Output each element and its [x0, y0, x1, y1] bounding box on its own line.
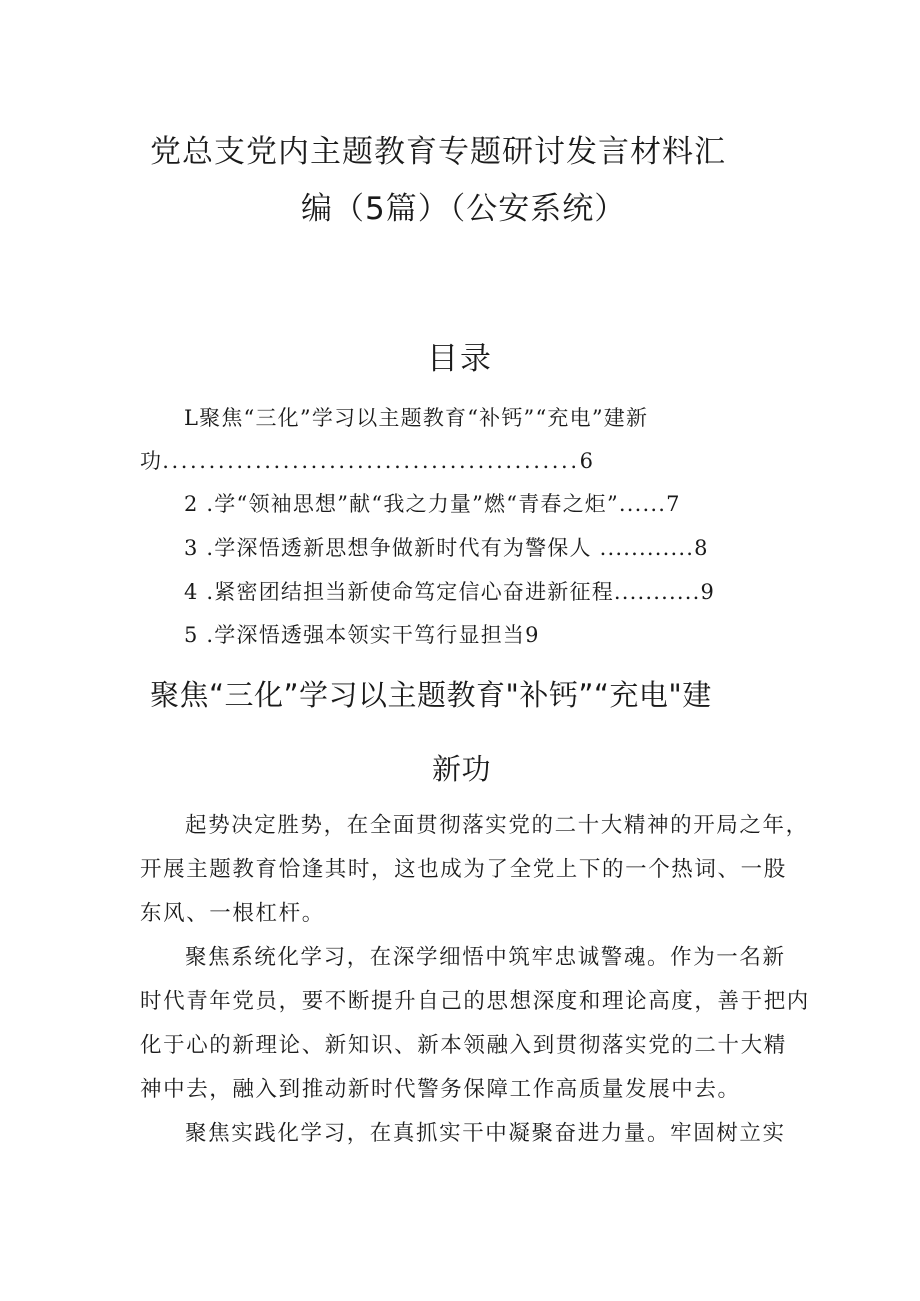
toc-item-5[interactable]: 5 .学深悟透强本领实干笃行显担当9: [184, 623, 540, 647]
toc-item-3-text: 3 .学深悟透新思想争做新时代有为警保人 ............: [184, 536, 695, 560]
body-line: 聚焦系统化学习，在深学细悟中筑牢忠诚警魂。作为一名新: [185, 945, 786, 970]
toc-item-3[interactable]: [184, 532, 709, 562]
toc-item-2[interactable]: 2 .学“领袖思想”献“我之力量”燃“青春之炬”......7: [184, 492, 681, 516]
body-line: 起势决定胜势，在全面贯彻落实党的二十大精神的开局之年，: [185, 813, 809, 838]
toc-page-number: 6: [579, 449, 595, 473]
document-title-line-1: 党总支党内主题教育专题研讨发言材料汇: [150, 134, 726, 170]
toc-page-number: 8: [694, 536, 709, 560]
body-line: 东风、一根杠杆。: [140, 901, 325, 926]
toc-item-4[interactable]: [184, 576, 715, 606]
toc-item-1-line-2[interactable]: [140, 445, 594, 475]
body-line: 时代青年党员，要不断提升自己的思想深度和理论高度，善于把内: [140, 989, 810, 1014]
toc-heading: 目录: [427, 341, 493, 377]
toc-page-number: 9: [700, 580, 716, 604]
body-line: 开展主题教育恰逢其时，这也成为了全党上下的一个热词、一股: [140, 857, 787, 882]
body-line: 神中去，融入到推动新时代警务保障工作高质量发展中去。: [140, 1077, 741, 1102]
toc-item-4-text: 4 .紧密团结担当新使命笃定信心奋进新征程...........: [184, 580, 701, 604]
toc-item-1-line-1[interactable]: L聚焦“三化”学习以主题教育“补钙”“充电”建新: [184, 406, 649, 430]
toc-item-1-text: 功: [140, 449, 163, 473]
body-line: 化于心的新理论、新知识、新本领融入到贯彻落实党的二十大精: [140, 1033, 787, 1058]
section-title-line-2: 新功: [432, 752, 492, 786]
toc-dot-leader: .............................................: [162, 449, 580, 473]
document-title-line-2: 编（5篇）（公安系统）: [301, 191, 627, 227]
body-line: 聚焦实践化学习，在真抓实干中凝聚奋进力量。牢固树立实: [185, 1121, 786, 1146]
section-title-line-1: 聚焦“三化”学习以主题教育"补钙”“充电"建: [150, 678, 712, 712]
